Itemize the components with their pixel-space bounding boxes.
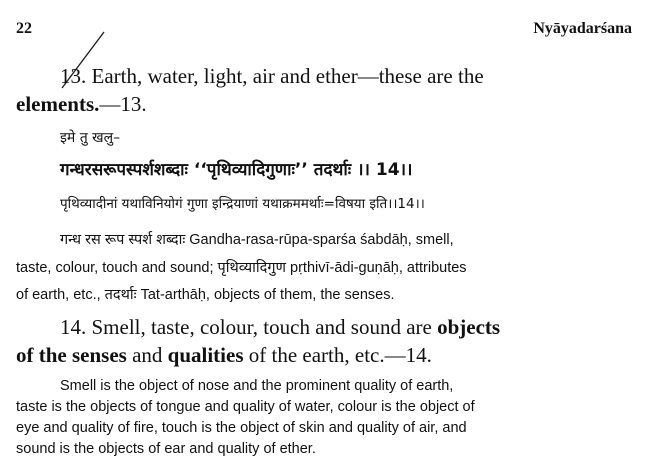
gloss-line-1: गन्ध रस रूप स्पर्श शब्दाः Gandha-rasa-rūpa-sparśa śabdāḥ, smell,: [60, 232, 454, 248]
commentary-line-2: taste is the objects of tongue and quality of water, colour is the object of: [16, 399, 475, 415]
sutra-14-text-c: of the earth, etc.—14.: [243, 343, 432, 367]
bhashya-text: पृथिव्यादीनां यथाविनियोगं गुणा इन्द्रियाणां यथाक्रममर्थाः=विषया इति।।14।।: [60, 196, 425, 212]
sutra-13-number: —13.: [99, 92, 147, 116]
sutra-14-text-b: and: [126, 343, 168, 367]
sutra-13-line1: 13. Earth, water, light, air and ether—these are the: [60, 64, 484, 88]
sutra-14-sanskrit-text: गन्धरसरूपस्पर्शशब्दाः ‘‘पृथिव्यादिगुणाः’’ तदर्थाः: [60, 160, 352, 180]
sutra-13-term: elements.: [16, 92, 100, 116]
running-title: Nyāyadarśana: [533, 20, 632, 37]
page-number: 22: [16, 20, 32, 37]
sutra-14-bold-qualities: qualities: [167, 343, 244, 367]
sutra-13-line2: [16, 90, 147, 118]
sutra-14-english-line1: [60, 313, 500, 341]
sutra-14-english-line2: [16, 341, 432, 369]
gloss-line-2: taste, colour, touch and sound; पृथिव्यादिगुण pṛthivī-ādi-guṇāḥ, attributes: [16, 260, 467, 276]
commentary-line-1: Smell is the object of nose and the prominent quality of earth,: [60, 378, 454, 394]
intro-sanskrit: इमे तु खलु–: [60, 130, 121, 146]
commentary-line-3: eye and quality of fire, touch is the object of skin and quality of air, and: [16, 420, 467, 436]
sutra-14-bold-objects: objects: [437, 315, 501, 339]
commentary-line-4: sound is the objects of ear and quality of ether.: [16, 441, 316, 457]
sutra-14-sanskrit-number: ।। 14।।: [357, 160, 413, 180]
sutra-14-bold-senses: of the senses: [16, 343, 127, 367]
gloss-line-3: of earth, etc., तदर्थाः Tat-arthāḥ, objects of them, the senses.: [16, 287, 395, 303]
sutra-14-sanskrit: [60, 157, 412, 180]
sutra-14-text-a: 14. Smell, taste, colour, touch and sound are: [60, 315, 438, 339]
